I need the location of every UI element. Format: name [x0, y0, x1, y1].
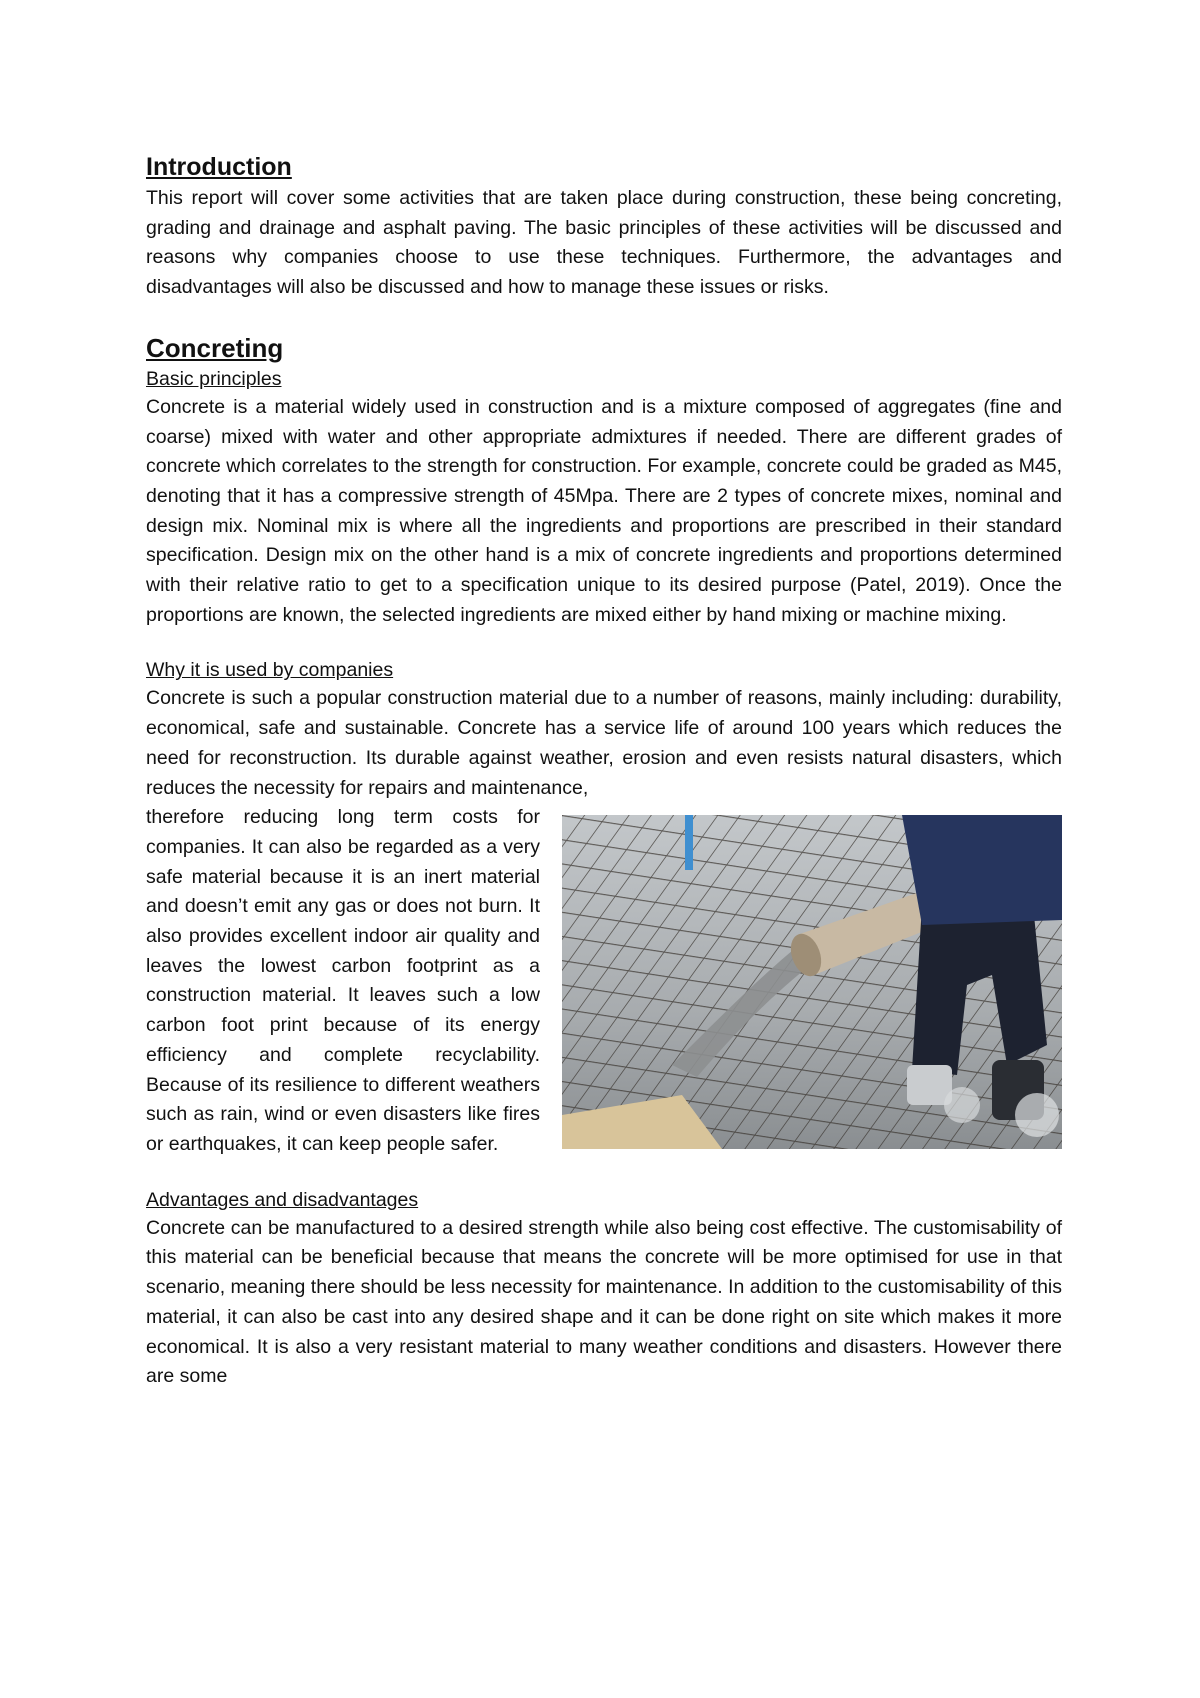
introduction-paragraph: This report will cover some activities that are taken place during construction, these being concreting, grading and drainage and asphalt paving. The basic principles of these activities will be discussed and reasons why companies choose to use these techniques. Furthermore, the advantages and disadvantages will also be discussed and how to manage these issues or risks.: [146, 187, 1062, 299]
concreting-heading: Concreting: [146, 332, 284, 363]
advantages-subheading: Advantages and disadvantages: [146, 1188, 419, 1211]
basic-principles-subheading: Basic principles: [146, 367, 282, 390]
concrete-pouring-photo: [562, 815, 1062, 1149]
advantages-paragraph: Concrete can be manufactured to a desired strength while also being cost effective. The customisability of this material can be beneficial because that means the concrete will be more optimised for use in that scenario, meaning there should be less necessity for maintenance. In addition to the customisability of this material, it can also be cast into any desired shape and it can be done right on site which makes it more economical. It is also a very resistant material to many weather conditions and disasters. However there are some: [146, 1216, 1062, 1388]
why-used-subheading: Why it is used by companies: [146, 659, 394, 682]
why-used-paragraph-wrapped: therefore reducing long term costs for companies. It can also be regarded as a very safe material because it is an inert material and doesn’t emit any gas or does not burn. It also provides excellent indoor air quality and leaves the lowest carbon footprint as a construction material. It leaves such a low carbon foot print because of its energy efficiency and complete recyclability. Because of its resilience to different weathers such as rain, wind or even disasters like fires or earthquakes, it can keep people safer.: [146, 806, 540, 1155]
basic-principles-paragraph: Concrete is a material widely used in construction and is a mixture composed of aggregates (fine and coarse) mixed with water and other appropriate admixtures if needed. There are different grades of concrete which correlates to the strength for construction. For example, concrete could be graded as M45, denoting that it has a compressive strength of 45Mpa. There are 2 types of concrete mixes, nominal and design mix. Nominal mix is where all the ingredients and proportions are prescribed in their standard specification. Design mix on the other hand is a mix of concrete ingredients and proportions determined with their relative ratio to get to a specification unique to its desired purpose (Patel, 2019). Once the proportions are known, the selected ingredients are mixed either by hand mixing or machine mixing.: [146, 395, 1062, 626]
why-used-paragraph-intro: Concrete is such a popular construction material due to a number of reasons, mainly including: durability, economical, safe and sustainable. Concrete has a service life of around 100 years which reduces the need for reconstruction. Its durable against weather, erosion and even resists natural disasters, which reduces the necessity for repairs and maintenance,: [146, 687, 1062, 799]
introduction-heading: Introduction: [146, 153, 292, 181]
document-page: [146, 150, 1062, 1392]
